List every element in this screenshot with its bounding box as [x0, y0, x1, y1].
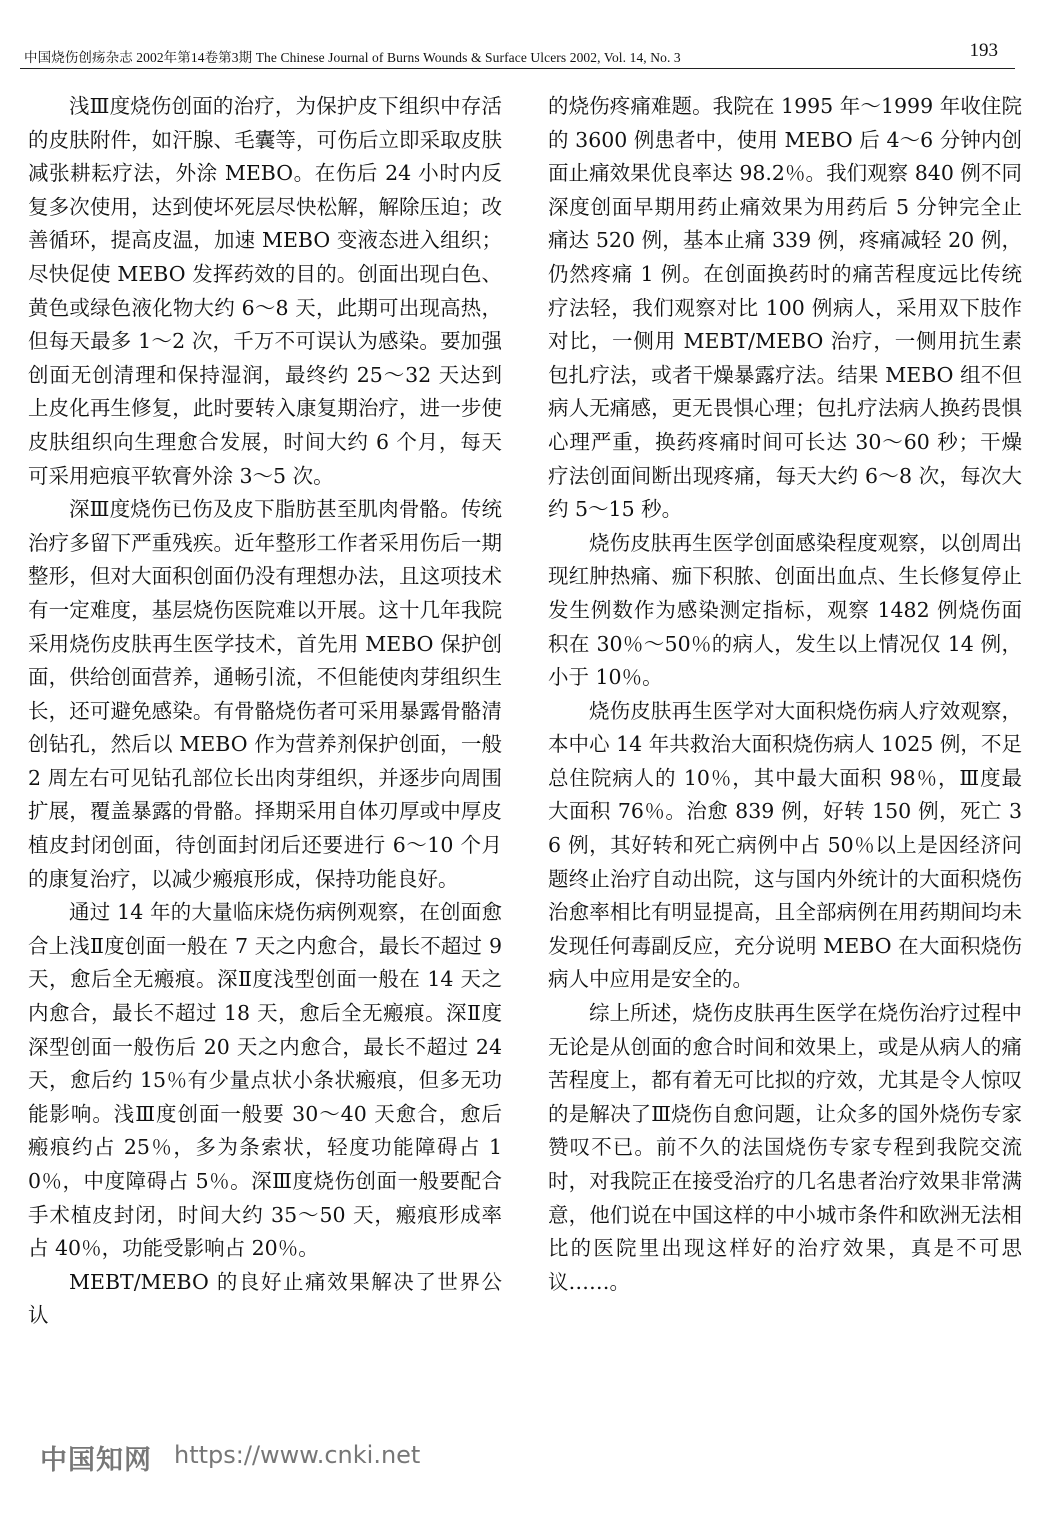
paragraph: 烧伤皮肤再生医学对大面积烧伤病人疗效观察，本中心 14 年共救治大面积烧伤病人 1025 例，不足总住院病人的 10％，其中最大面积 98％，Ⅲ度最大面积 76％。治愈 839 例，好转 150 例，死亡 36 例，其好转和死亡病例中占 50％以上是因经济问题终止治疗自动出院，这与国内外统计的大面积烧伤治愈率相比有明显提高，且全部病例在用药期间均未发现任何毒副反应，充分说明 MEBO 在大面积烧伤病人中应用是安全的。 [548, 698, 1022, 992]
running-header [20, 40, 1010, 70]
paragraph: 深Ⅲ度烧伤已伤及皮下脂肪甚至肌肉骨骼。传统治疗多留下严重残疾。近年整形工作者采用伤后一期整形，但对大面积创面仍没有理想办法，且这项技术有一定难度，基层烧伤医院难以开展。这十几年我院采用烧伤皮肤再生医学技术，首先用 MEBO 保护创面，供给创面营养，通畅引流，不但能使肉芽组织生长，还可避免感染。有骨骼烧伤者可采用暴露骨骼清创钻孔，然后以 MEBO 作为营养剂保护创面，一般 2 周左右可见钻孔部位长出肉芽组织，并逐步向周围扩展，覆盖暴露的骨骼。择期采用自体刃厚或中厚皮植皮封闭创面，待创面封闭后还要进行 6～10 个月的康复治疗，以减少瘢痕形成，保持功能良好。 [28, 497, 502, 891]
page-number: 193 [969, 40, 998, 61]
journal-citation: 中国烧伤创疡杂志 2002年第14卷第3期 The Chinese Journal of Burns Wounds & Surface Ulcers 2002, Vol. 14, No. 3 [24, 50, 681, 65]
paragraph: 浅Ⅲ度烧伤创面的治疗，为保护皮下组织中存活的皮肤附件，如汗腺、毛囊等，可伤后立即采取皮肤减张耕耘疗法，外涂 MEBO。在伤后 24 小时内反复多次使用，达到使坏死层尽快松解，解除压迫；改善循环，提高皮温，加速 MEBO 变液态进入组织；尽快促使 MEBO 发挥药效的目的。创面出现白色、黄色或绿色液化物大约 6～8 天，此期可出现高热，但每天最多 1～2 次，千万不可误认为感染。要加强创面无创清理和保持湿润，最终约 25～32 天达到上皮化再生修复，此时要转入康复期治疗，进一步使皮肤组织向生理愈合发展，时间大约 6 个月，每天可采用疤痕平软膏外涂 3～5 次。 [28, 94, 502, 488]
cnki-url: https://www.cnki.net [174, 1441, 421, 1469]
watermark-footer [40, 1438, 640, 1478]
left-column [28, 90, 502, 1333]
paragraph-continued: 的烧伤疼痛难题。我院在 1995 年～1999 年收住院的 3600 例患者中，使用 MEBO 后 4～6 分钟内创面止痛效果优良率达 98.2％。我们观察 840 例不同深度创面早期用药止痛效果为用药后 5 分钟完全止痛达 520 例，基本止痛 339 例，疼痛减轻 20 例，仍然疼痛 1 例。在创面换药时的痛苦程度远比传统疗法轻，我们观察对比 100 例病人，采用双下肢作对比，一侧用 MEBT/MEBO 治疗，一侧用抗生素包扎疗法，或者干燥暴露疗法。结果 MEBO 组不但病人无痛感，更无畏惧心理；包扎疗法病人换药畏惧心理严重，换药疼痛时间可长达 30～60 秒；干燥疗法创面间断出现疼痛，每天大约 6～8 次，每次大约 5～15 秒。 [548, 94, 1022, 522]
paragraph: 综上所述，烧伤皮肤再生医学在烧伤治疗过程中无论是从创面的愈合时间和效果上，或是从病人的痛苦程度上，都有着无可比拟的疗效，尤其是令人惊叹的是解决了Ⅲ烧伤自愈问题，让众多的国外烧伤专家赞叹不已。前不久的法国烧伤专家专程到我院交流时，对我院正在接受治疗的几名患者治疗效果非常满意，他们说在中国这样的中小城市条件和欧洲无法相比的医院里出现这样好的治疗效果，真是不可思议……。 [548, 1001, 1022, 1294]
paragraph: 烧伤皮肤再生医学创面感染程度观察，以创周出现红肿热痛、痂下积脓、创面出血点、生长修复停止发生例数作为感染测定指标，观察 1482 例烧伤面积在 30％～50％的病人，发生以上情况仅 14 例，小于 10％。 [548, 530, 1022, 690]
right-column [548, 90, 1022, 1299]
paragraph: MEBT/MEBO 的良好止痛效果解决了世界公认 [28, 1269, 502, 1328]
header-rule [20, 68, 1015, 69]
paragraph: 通过 14 年的大量临床烧伤病例观察，在创面愈合上浅Ⅱ度创面一般在 7 天之内愈合，最长不超过 9 天，愈后全无瘢痕。深Ⅱ度浅型创面一般在 14 天之内愈合，最长不超过 18 天，愈后全无瘢痕。深Ⅱ度深型创面一般伤后 20 天之内愈合，最长不超过 24 天，愈后约 15％有少量点状小条状瘢痕，但多无功能影响。浅Ⅲ度创面一般要 30～40 天愈合，愈后瘢痕约占 25％，多为条索状，轻度功能障碍占 10％，中度障碍占 5％。深Ⅲ度烧伤创面一般要配合手术植皮封闭，时间大约 35～50 天，瘢痕形成率占 40％，功能受影响占 20％。 [28, 900, 502, 1261]
cnki-logo: 中国知网 [40, 1445, 152, 1476]
